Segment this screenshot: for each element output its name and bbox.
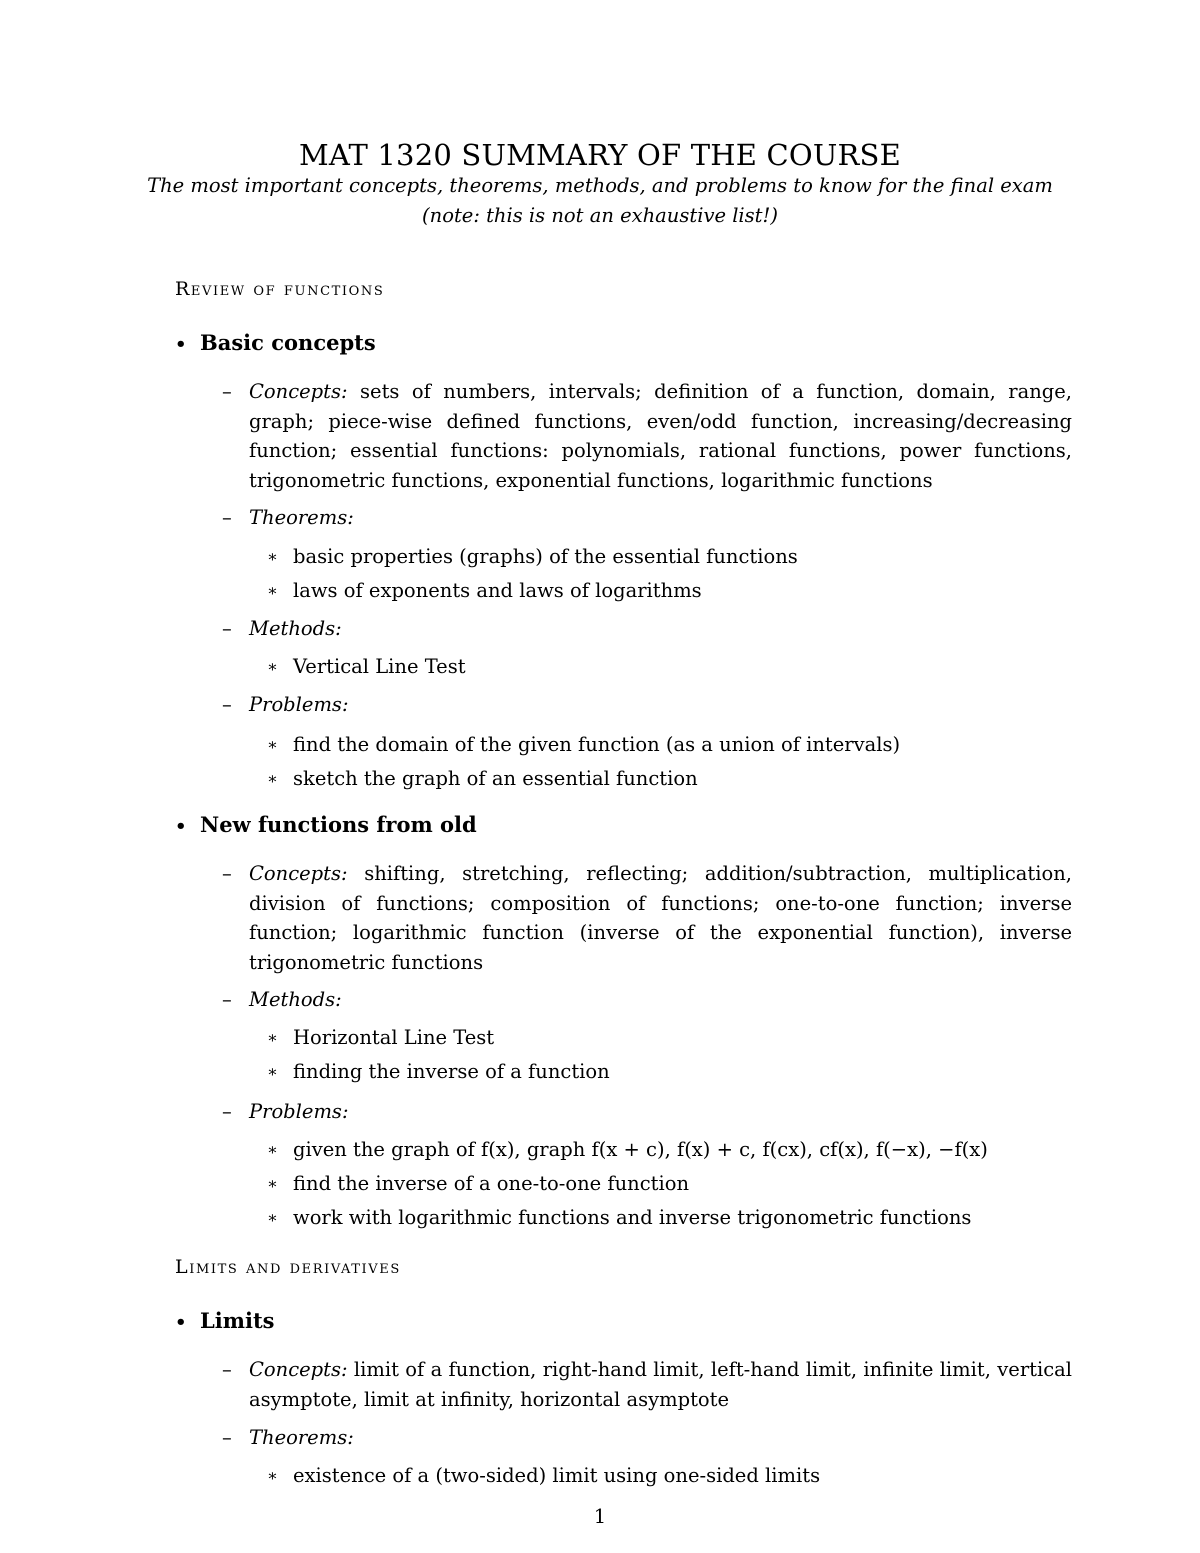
star-icon: ∗ (267, 1208, 278, 1227)
concepts-label: Concepts: (249, 380, 348, 403)
theorems-label: Theorems: (249, 1426, 354, 1449)
dash-icon: – (222, 1426, 232, 1449)
problems-label: Problems: (249, 1100, 349, 1123)
dash-icon: – (222, 1358, 232, 1381)
concepts-item (222, 859, 1072, 977)
topic-title: Limits (200, 1308, 275, 1333)
dash-icon: – (222, 988, 232, 1011)
list-item: ∗ find the inverse of a one-to-one function (267, 1169, 1087, 1198)
concepts-text: shifting, stretching, reflecting; addition/subtraction, multiplication, division of functions; composition of functions; one-to-one function; inverse function; logarithmic function (inverse of the exponential function), inverse trigonometric functions (249, 862, 1072, 974)
concepts-text: limit of a function, right-hand limit, left-hand limit, infinite limit, vertical asymptote, limit at infinity, horizontal asymptote (249, 1358, 1072, 1411)
problems-label: Problems: (249, 693, 349, 716)
document-title: MAT 1320 SUMMARY OF THE COURSE (299, 138, 901, 172)
list-item: ∗ Horizontal Line Test (267, 1023, 1087, 1052)
section-heading-limits: Limits and derivatives (175, 1256, 401, 1278)
methods-label: Methods: (249, 988, 342, 1011)
document-subtitle: The most important concepts, theorems, methods, and problems to know for the final exam (147, 174, 1053, 197)
concepts-item (222, 1355, 1072, 1414)
star-icon: ∗ (267, 735, 278, 754)
list-item: ∗ finding the inverse of a function (267, 1057, 1087, 1086)
methods-item (222, 985, 1072, 1015)
bullet-icon: • (175, 334, 187, 355)
topic-title: Basic concepts (200, 330, 376, 355)
methods-label: Methods: (249, 617, 342, 640)
bullet-icon: • (175, 1312, 187, 1333)
concepts-text: sets of numbers, intervals; definition of a function, domain, range, graph; piece-wise defined functions, even/odd function, increasing/decreasing function; essential functions: polynomials, rational functions, power functions, trigonometric functions, exponential functions, logarithmic functions (249, 380, 1072, 492)
list-item: ∗ basic properties (graphs) of the essential functions (267, 542, 1087, 571)
topic-new-functions (175, 812, 477, 837)
list-item: ∗ sketch the graph of an essential function (267, 764, 1087, 793)
list-item: ∗ find the domain of the given function (as a union of intervals) (267, 730, 1087, 759)
topic-title: New functions from old (200, 812, 477, 837)
methods-item (222, 614, 1072, 644)
star-icon: ∗ (267, 769, 278, 788)
theorems-item (222, 503, 1072, 533)
star-icon: ∗ (267, 1466, 278, 1485)
problems-item (222, 1097, 1072, 1127)
section-heading-review: Review of functions (175, 278, 385, 300)
bullet-icon: • (175, 816, 187, 837)
star-icon: ∗ (267, 547, 278, 566)
dash-icon: – (222, 862, 232, 885)
list-item: ∗ laws of exponents and laws of logarithms (267, 576, 1087, 605)
page-number: 1 (593, 1505, 607, 1528)
star-icon: ∗ (267, 581, 278, 600)
concepts-label: Concepts: (249, 1358, 348, 1381)
concepts-label: Concepts: (249, 862, 348, 885)
problems-item (222, 690, 1072, 720)
dash-icon: – (222, 506, 232, 529)
concepts-item (222, 377, 1072, 495)
list-item: ∗ given the graph of f(x), graph f(x + c), f(x) + c, f(cx), cf(x), f(−x), −f(x) (267, 1135, 1087, 1164)
dash-icon: – (222, 1100, 232, 1123)
list-item: ∗ work with logarithmic functions and inverse trigonometric functions (267, 1203, 1087, 1232)
star-icon: ∗ (267, 1174, 278, 1193)
list-item: ∗ existence of a (two-sided) limit using one-sided limits (267, 1461, 1087, 1490)
document-note: (note: this is not an exhaustive list!) (422, 204, 778, 227)
dash-icon: – (222, 380, 232, 403)
star-icon: ∗ (267, 1028, 278, 1047)
star-icon: ∗ (267, 657, 278, 676)
topic-limits (175, 1308, 274, 1333)
topic-basic-concepts (175, 330, 376, 355)
dash-icon: – (222, 693, 232, 716)
theorems-label: Theorems: (249, 506, 354, 529)
star-icon: ∗ (267, 1062, 278, 1081)
dash-icon: – (222, 617, 232, 640)
star-icon: ∗ (267, 1140, 278, 1159)
theorems-item (222, 1423, 1072, 1453)
list-item: ∗ Vertical Line Test (267, 652, 1087, 681)
